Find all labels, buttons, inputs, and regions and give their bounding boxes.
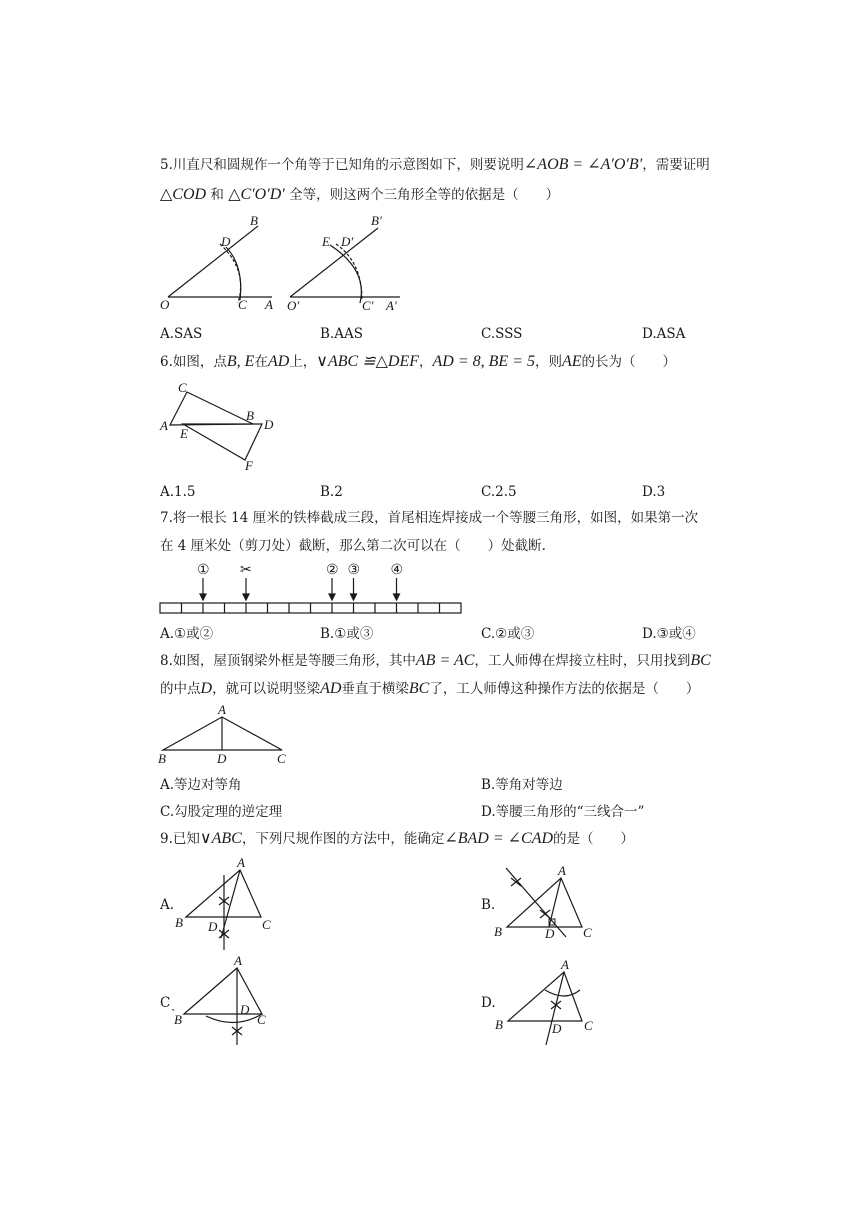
q7-marker-label: ①	[197, 563, 210, 578]
q5-right-label-e: E	[322, 234, 330, 249]
q8-label-d: D	[217, 751, 227, 766]
q9-figure-d	[495, 957, 593, 1045]
q9d-arc	[545, 990, 580, 996]
q8-option-a[interactable]: A.等边对等角	[160, 777, 242, 793]
q6-label-f: F	[245, 458, 253, 473]
q5-angle-equation: ∠AOB = ∠A′O′B′	[523, 156, 643, 173]
q7-line1: 7.将一根长 14 厘米的铁棒截成三段，首尾相连焊接成一个等腰三角形，如图，如果第一次	[160, 510, 699, 526]
q6-text-f: 的长为（ ）	[581, 354, 677, 370]
q6-segment-ad: AD	[267, 353, 290, 370]
scissors-icon: ✂	[240, 563, 252, 578]
q9c-label-c: C	[257, 1012, 266, 1027]
q6-label-b: B	[246, 408, 254, 423]
q6-label-d: D	[264, 417, 274, 432]
q8-d: D	[200, 680, 213, 697]
q9-option-b-label[interactable]: B.	[481, 897, 496, 913]
q8-text-b: ，工人师傅在焊接立柱时，只用找到	[474, 653, 691, 669]
q7-option-a[interactable]: A.①或②	[160, 626, 214, 642]
q6-congruence: ∨ABC ≌△DEF	[316, 353, 420, 370]
q6-text-d: ，	[419, 354, 433, 370]
q5-right-label-d: D′	[341, 234, 354, 249]
q9a-label-c: C	[262, 917, 271, 932]
q7-option-d[interactable]: D.③或④	[642, 626, 696, 642]
q9c-label-d: D	[240, 1002, 250, 1017]
q7-marker-label: ②	[326, 563, 339, 578]
q9a-label-a: A	[237, 855, 245, 870]
q9d-label-b: B	[495, 1017, 503, 1032]
q6-option-c[interactable]: C.2.5	[481, 484, 517, 500]
q6-given-lengths: AD = 8, BE = 5	[432, 353, 535, 370]
q5-left-label-o: O	[160, 297, 170, 312]
q9b-triangle	[507, 878, 582, 927]
q9a-label-d: D	[208, 919, 218, 934]
q5-right-label-c: C′	[362, 298, 374, 313]
q9c-label-b: B	[174, 1012, 182, 1027]
q9-text-b: ，下列尺规作图的方法中，能确定	[241, 831, 445, 847]
q9-triangle: ∨ABC	[199, 830, 242, 847]
q5-right-label-o: O′	[287, 298, 300, 313]
q6-text-a: 6.如图，点	[160, 354, 227, 370]
q8-option-c[interactable]: C.勾股定理的逆定理	[160, 804, 283, 820]
q9-option-a-label[interactable]: A.	[160, 897, 175, 913]
q6-text-c: 上，	[289, 354, 317, 370]
q8-text-e: 垂直于横梁	[341, 681, 409, 697]
q8-label-b: B	[158, 751, 166, 766]
q5-right-label-b: B′	[371, 213, 382, 228]
q5-left-label-c: C	[238, 297, 247, 312]
q8-label-a: A	[218, 702, 226, 717]
q9-figure-b	[494, 863, 592, 941]
q5-option-d[interactable]: D.ASA	[642, 326, 686, 342]
q6-segment-ae: AE	[561, 353, 582, 370]
q5-left-label-d: D	[221, 234, 231, 249]
q6-option-d[interactable]: D.3	[642, 484, 666, 500]
q5-text-tail: ，需要证明	[642, 157, 710, 173]
q9c-triangle	[184, 968, 262, 1014]
q9c-arc	[206, 1014, 262, 1023]
q5-left-label-b: B	[250, 213, 258, 228]
q9b-mark-bottom	[540, 910, 550, 918]
q5-triangle-cod: △COD	[160, 186, 207, 203]
q6-option-a[interactable]: A.1.5	[160, 484, 196, 500]
q5-text: 5.川直尺和圆规作一个角等于已知角的示意图如下，则要说明	[160, 157, 524, 173]
q9c-mark-text: `	[170, 1006, 175, 1021]
q9d-label-a: A	[561, 957, 569, 972]
q7-marker-label: ④	[390, 563, 404, 578]
q8-text-d: ，就可以说明竖梁	[212, 681, 321, 697]
q7-marker-label: ③	[347, 563, 361, 578]
q8-ab-eq-ac: AB = AC	[415, 652, 475, 669]
q5-right-label-a: A′	[386, 298, 397, 313]
q8-option-d[interactable]: D.等腰三角形的“三线合一”	[481, 804, 645, 820]
q7-option-b[interactable]: B.①或③	[320, 626, 374, 642]
q9-option-c-label[interactable]: C	[160, 995, 171, 1011]
q8-bc-2: BC	[408, 680, 430, 697]
q9a-label-b: B	[175, 915, 183, 930]
q6-label-e: E	[180, 426, 188, 441]
q5-left-label-a: A	[265, 297, 273, 312]
q6-text-e: ，则	[534, 354, 562, 370]
q5-triangle-cod-prime: △C′O′D′	[228, 186, 285, 203]
q9-text-c: 的是（ ）	[553, 831, 635, 847]
q5-option-a[interactable]: A.SAS	[160, 326, 203, 342]
q8-text-f: 了，工人师傅这种操作方法的依据是（ ）	[429, 681, 700, 697]
q9-angle-equation: ∠BAD = ∠CAD	[444, 830, 554, 847]
q9b-label-d: D	[545, 926, 555, 941]
q8-option-b[interactable]: B.等角对等边	[481, 777, 563, 793]
q9d-label-d: D	[552, 1021, 562, 1036]
q8-ad: AD	[320, 680, 342, 697]
q6-text-b: 在	[254, 354, 268, 370]
q6-points-be: B, E	[226, 353, 255, 370]
q9-text-a: 9.已知	[160, 831, 200, 847]
q7-line2: 在 4 厘米处（剪刀处）截断，那么第二次可以在（ ）处截断.	[160, 538, 546, 554]
q8-text-a: 8.如图，屋顶钢梁外框是等腰三角形，其中	[160, 653, 416, 669]
q9b-label-b: B	[494, 924, 502, 939]
q9-figure-c	[170, 953, 266, 1045]
q8-text-c: 的中点	[160, 681, 201, 697]
q8-bc: BC	[690, 652, 711, 669]
q6-label-c: C	[178, 380, 187, 395]
q9-figure-a	[175, 855, 271, 950]
q8-label-c: C	[277, 751, 286, 766]
q9b-label-a: A	[558, 863, 566, 878]
q7-option-c[interactable]: C.②或③	[481, 626, 535, 642]
q9c-label-a: A	[234, 953, 242, 968]
q6-label-a: A	[160, 418, 168, 433]
q9b-label-c: C	[583, 925, 592, 940]
q5-option-c[interactable]: C.SSS	[481, 326, 523, 342]
q9-option-d-label[interactable]: D.	[481, 995, 496, 1011]
q5-and: 和	[206, 187, 229, 203]
q9d-triangle	[508, 972, 582, 1021]
q6-option-b[interactable]: B.2	[320, 484, 343, 500]
q5-option-b[interactable]: B.AAS	[320, 326, 363, 342]
q5-question: 全等，则这两个三角形全等的依据是（ ）	[284, 187, 560, 203]
q9d-label-c: C	[584, 1018, 593, 1033]
